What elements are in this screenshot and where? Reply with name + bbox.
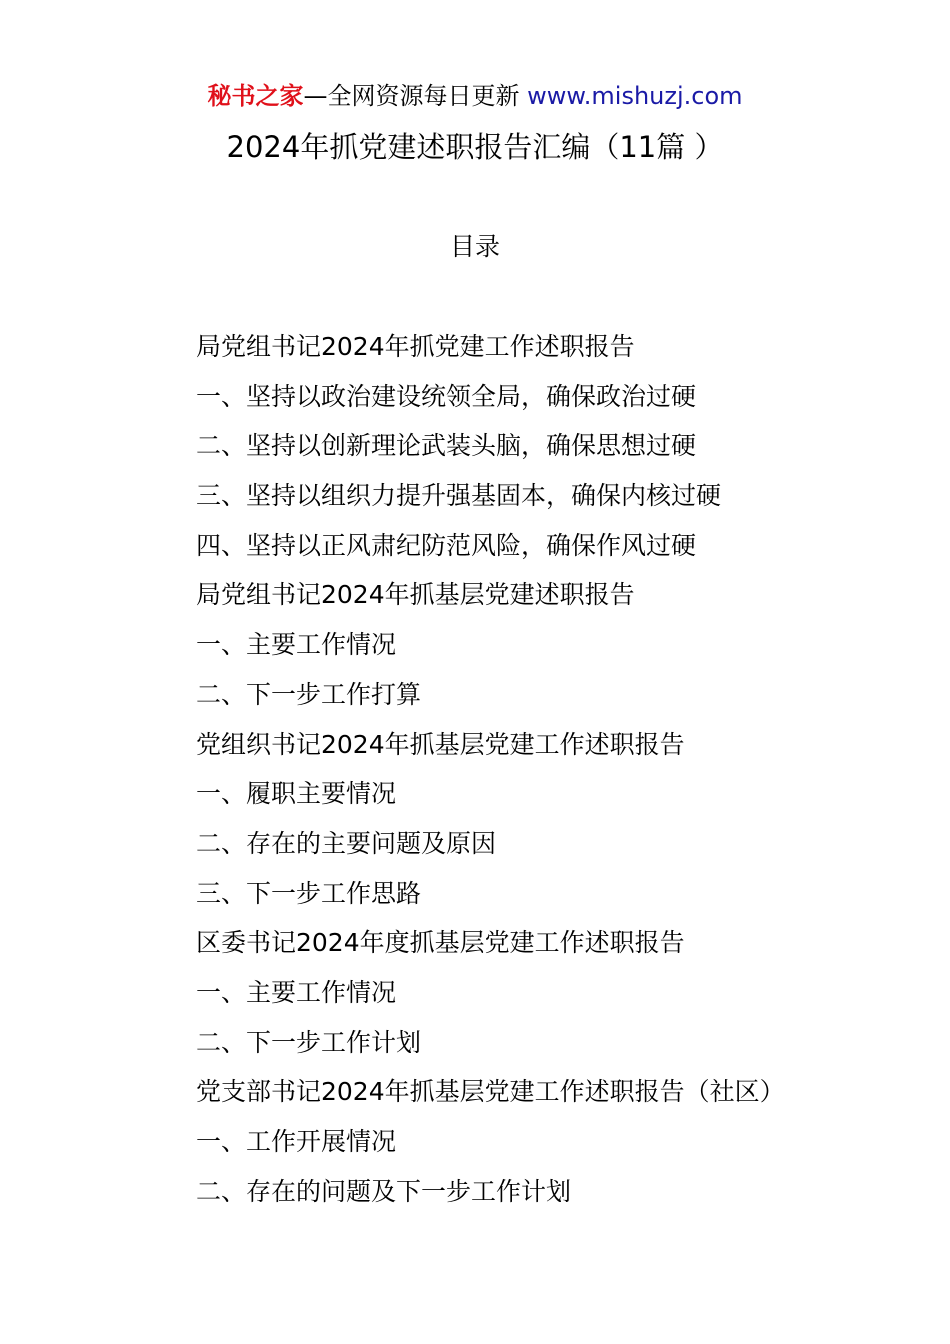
toc-item: 三、下一步工作思路 <box>196 878 422 908</box>
toc-item: 党组织书记2024年抓基层党建工作述职报告 <box>196 729 685 759</box>
toc-item: 三、坚持以组织力提升强基固本，确保内核过硬 <box>196 481 722 511</box>
toc-item: 区委书记2024年度抓基层党建工作述职报告 <box>196 928 685 958</box>
site-header <box>0 80 950 112</box>
site-url-link[interactable]: www.mishuzj.com <box>527 82 743 110</box>
brand-name: 秘书之家 <box>207 82 304 110</box>
toc-item: 二、存在的问题及下一步工作计划 <box>196 1176 572 1206</box>
toc-item: 二、下一步工作计划 <box>196 1027 422 1057</box>
toc-item: 党支部书记2024年抓基层党建工作述职报告（社区） <box>196 1077 785 1107</box>
toc-item: 一、履职主要情况 <box>196 779 397 809</box>
toc-item: 二、坚持以创新理论武装头脑，确保思想过硬 <box>196 431 697 461</box>
toc-item: 局党组书记2024年抓基层党建述职报告 <box>196 580 635 610</box>
toc-item: 二、下一步工作打算 <box>196 679 422 709</box>
site-tagline: —全网资源每日更新 <box>303 82 520 110</box>
document-title: 2024年抓党建述职报告汇编（11篇 ） <box>226 130 724 164</box>
toc-item: 四、坚持以正风肃纪防范风险，确保作风过硬 <box>196 530 697 560</box>
table-of-contents <box>196 328 916 1222</box>
toc-item: 一、主要工作情况 <box>196 977 397 1007</box>
toc-item: 一、坚持以政治建设统领全局，确保政治过硬 <box>196 381 697 411</box>
toc-item: 一、工作开展情况 <box>196 1127 397 1156</box>
toc-heading: 目录 <box>449 232 500 261</box>
toc-item: 一、主要工作情况 <box>196 630 397 660</box>
toc-item: 局党组书记2024年抓党建工作述职报告 <box>196 332 635 361</box>
toc-item: 二、存在的主要问题及原因 <box>196 828 497 858</box>
